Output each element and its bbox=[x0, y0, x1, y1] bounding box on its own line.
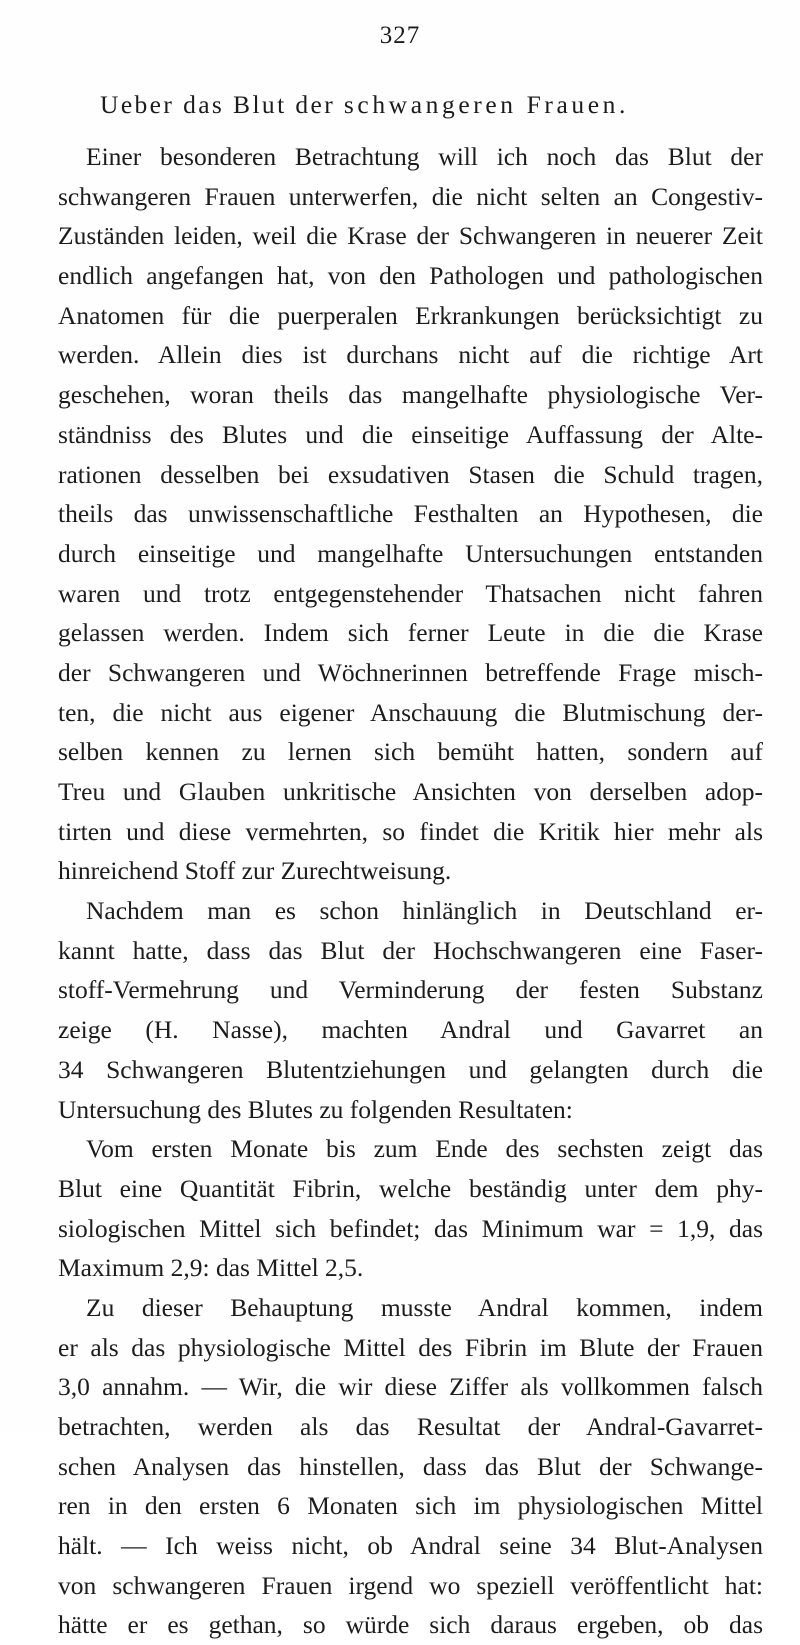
text-line: endlich angefangen hat, von den Pathologen und pathologischen bbox=[58, 261, 763, 291]
text-line: Treu und Glauben unkritische Ansichten von derselben adop- bbox=[58, 777, 763, 806]
text-line: theils das unwissenschaftliche Festhalten an Hypothesen, die bbox=[58, 499, 763, 529]
text-line: von schwangeren Frauen irgend wo speziell veröffentlicht hat: bbox=[58, 1570, 763, 1600]
text-line: ständniss des Blutes und die einseitige Auffassung der Alte- bbox=[58, 419, 763, 449]
section-heading bbox=[100, 90, 740, 120]
text-line: rationen desselben bei exsudativen Stasen die Schuld tragen, bbox=[58, 459, 763, 489]
text-line: schen Analysen das hinstellen, dass das Blut der Schwange- bbox=[58, 1451, 763, 1481]
text-line: er als das physiologische Mittel des Fibrin im Blute der Frauen bbox=[58, 1332, 763, 1362]
text-line: Anatomen für die puerperalen Erkrankungen berücksichtigt zu bbox=[58, 300, 763, 330]
text-line: gelassen werden. Indem sich ferner Leute in die die Krase bbox=[58, 618, 763, 648]
text-line: Einer besonderen Betrachtung will ich noch das Blut der bbox=[86, 142, 763, 171]
text-line: kannt hatte, dass das Blut der Hochschwangeren eine Faser- bbox=[58, 935, 763, 965]
heading-prefix: Ueber das Blut der bbox=[100, 90, 336, 119]
text-line: hätte er es gethan, so würde sich daraus ergeben, ob das bbox=[58, 1610, 763, 1640]
text-line: Untersuchung des Blutes zu folgenden Resultaten: bbox=[58, 1094, 573, 1124]
text-line: der Schwangeren und Wöchnerinnen betreffende Frage misch- bbox=[58, 657, 763, 687]
text-line: 3,0 annahm. — Wir, die wir diese Ziffer als vollkommen falsch bbox=[58, 1372, 763, 1402]
text-line: siologischen Mittel sich befindet; das Minimum war = 1,9, das bbox=[58, 1213, 763, 1243]
text-line: tirten und diese vermehrten, so findet die Kritik hier mehr als bbox=[58, 816, 763, 846]
text-line: selben kennen zu lernen sich bemüht hatten, sondern auf bbox=[58, 737, 763, 767]
body-text bbox=[58, 137, 763, 1645]
text-line: Vom ersten Monate bis zum Ende des sechsten zeigt das bbox=[86, 1134, 763, 1164]
text-line: Blut eine Quantität Fibrin, welche beständig unter dem phy- bbox=[58, 1173, 763, 1203]
text-line: schwangeren Frauen unterwerfen, die nicht selten an Congestiv- bbox=[58, 181, 763, 211]
text-line: durch einseitige und mangelhafte Untersuchungen entstanden bbox=[58, 538, 763, 568]
text-line: ren in den ersten 6 Monaten sich im physiologischen Mittel bbox=[58, 1491, 763, 1521]
text-line: Maximum 2,9: das Mittel 2,5. bbox=[58, 1253, 364, 1283]
text-line: hält. — Ich weiss nicht, ob Andral seine 34 Blut-Analysen bbox=[58, 1531, 763, 1561]
text-line: werden. Allein dies ist durchans nicht auf die richtige Art bbox=[58, 340, 763, 370]
text-line: Nachdem man es schon hinlänglich in Deutschland er- bbox=[86, 896, 763, 926]
text-line: hinreichend Stoff zur Zurechtweisung. bbox=[58, 856, 452, 886]
text-line: zeige (H. Nasse), machten Andral und Gavarret an bbox=[58, 1015, 763, 1045]
text-line: Zuständen leiden, weil die Krase der Schwangeren in neuerer Zeit bbox=[58, 221, 763, 251]
text-line: waren und trotz entgegenstehender Thatsachen nicht fahren bbox=[58, 578, 763, 608]
page-number: 327 bbox=[379, 22, 421, 49]
text-line: betrachten, werden als das Resultat der Andral-Gavarret- bbox=[58, 1412, 763, 1441]
text-line: 34 Schwangeren Blutentziehungen und gelangten durch die bbox=[58, 1054, 763, 1084]
text-line: ten, die nicht aus eigener Anschauung die Blutmischung der- bbox=[58, 697, 763, 727]
text-line: stoff-Vermehrung und Verminderung der festen Substanz bbox=[58, 975, 763, 1005]
text-line: Zu dieser Behauptung musste Andral kommen, indem bbox=[86, 1292, 763, 1322]
text-line: geschehen, woran theils das mangelhafte physiologische Ver- bbox=[58, 380, 763, 410]
heading-emphasis: schwangeren Frauen. bbox=[343, 90, 629, 119]
